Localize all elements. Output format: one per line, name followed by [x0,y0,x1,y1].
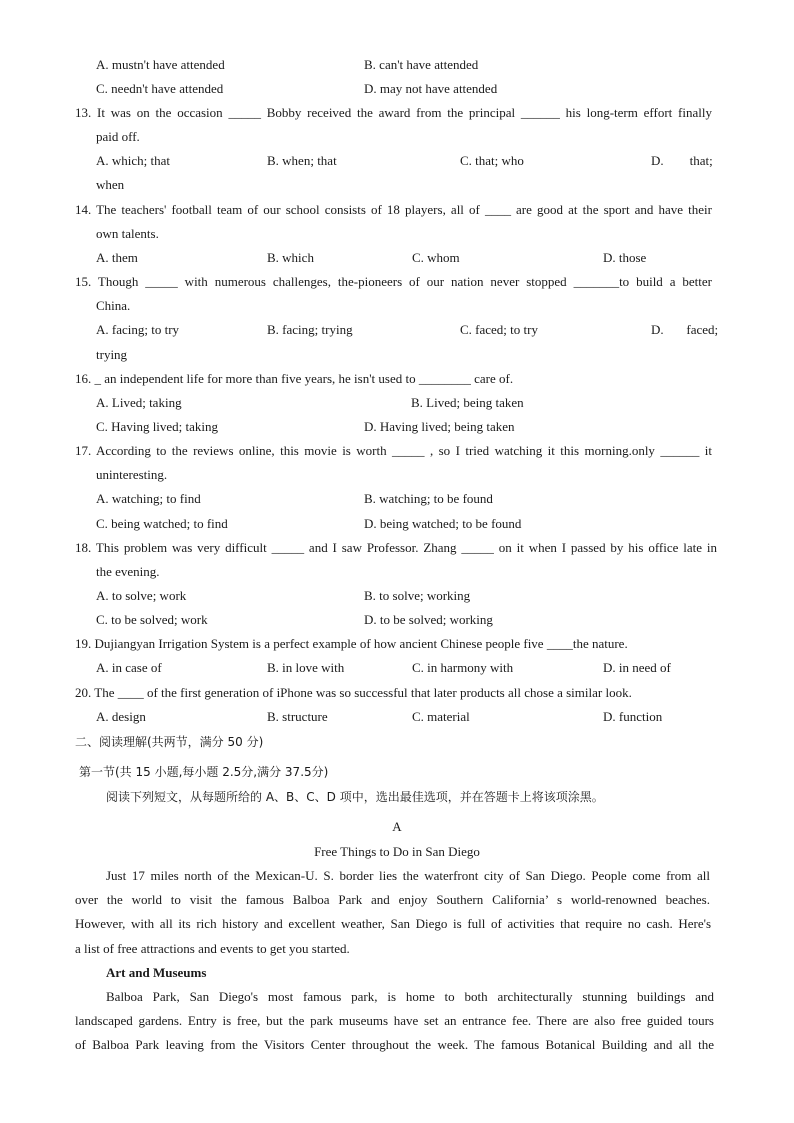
option-b: B. structure [267,709,328,724]
option-b: B. to solve; working [364,588,471,603]
passage-letter: A [392,819,402,834]
option-a: A. facing; to try [96,322,180,337]
option-c: C. being watched; to find [96,516,228,531]
paragraph-line: However, with all its rich history and excellent weather, San Diego is full of activities that require no cash. Here's [75,916,711,931]
option-d: D. to be solved; working [364,612,493,627]
option-d: D. Having lived; being taken [364,419,515,434]
option-a: A. design [96,709,146,724]
option-b: B. which [267,250,314,265]
option-d: D. faced; [651,322,719,337]
question-20-stem: 20. The ____ of the first generation of iPhone was so successful that later products all chose a similar look. [75,685,632,700]
section-heading: 二、阅读理解(共两节，满分 50 分) [75,735,264,749]
option-b: B. can't have attended [364,57,479,72]
option-d: D. that; [651,153,713,168]
paragraph-line: over the world to visit the famous Balboa Park and enjoy Southern California’ s world-renowned beaches. [75,892,710,907]
question-14-stem: 14. The teachers' football team of our school consists of 18 players, all of ____ are good at the sport and have their [75,202,712,217]
paragraph-line: landscaped gardens. Entry is free, but the park museums have set an entrance fee. There are also free guided tours [75,1013,714,1028]
option-b: B. Lived; being taken [411,395,524,410]
question-15-stem-cont: China. [96,298,131,313]
option-d-cont: trying [96,347,128,362]
option-a: A. which; that [96,153,171,168]
question-17-stem: 17. According to the reviews online, this movie is worth _____ , so I tried watching it this morning.only ______ it [75,443,712,458]
option-a: A. them [96,250,138,265]
paragraph-line: Just 17 miles north of the Mexican-U. S. border lies the waterfront city of San Diego. People come from all [106,868,710,883]
option-c: C. faced; to try [460,322,538,337]
question-17-stem-cont: uninteresting. [96,467,168,482]
option-c: C. material [412,709,470,724]
question-18-stem: 18. This problem was very difficult _____ and I saw Professor. Zhang _____ on it when I passed by his office late in [75,540,717,555]
section-subheading: Art and Museums [106,965,207,980]
paragraph-line: of Balboa Park leaving from the Visitors Center throughout the week. The famous Botanical Building and all the [75,1037,714,1052]
option-d: D. being watched; to be found [364,516,522,531]
option-a: A. in case of [96,660,162,675]
option-b: B. when; that [267,153,337,168]
option-c: C. whom [412,250,460,265]
instruction-text: 阅读下列短文，从每题所给的 A、B、C、D 项中，选出最佳选项，并在答题卡上将该项涂黑。 [106,790,604,804]
paragraph-line: a list of free attractions and events to get you started. [75,941,350,956]
part-heading: 第一节(共 15 小题,每小题 2.5分,满分 37.5分) [79,765,329,779]
paragraph-line: Balboa Park, San Diego's most famous park, is home to both architecturally stunning buildings and [106,989,714,1004]
option-d-cont: when [96,177,125,192]
question-19-stem: 19. Dujiangyan Irrigation System is a perfect example of how ancient Chinese people five ____the nature. [75,636,628,651]
option-b: B. facing; trying [267,322,353,337]
option-a: A. Lived; taking [96,395,182,410]
option-a: A. watching; to find [96,491,201,506]
question-16-stem: 16. _ an independent life for more than five years, he isn't used to ________ care of. [75,371,514,386]
question-13-stem: 13. It was on the occasion _____ Bobby received the award from the principal ______ his long-term effort finally [75,105,712,120]
option-b: B. in love with [267,660,345,675]
option-d: D. may not have attended [364,81,498,96]
option-c: C. to be solved; work [96,612,208,627]
question-18-stem-cont: the evening. [96,564,160,579]
option-c: C. needn't have attended [96,81,224,96]
option-c: C. that; who [460,153,524,168]
option-d: D. those [603,250,647,265]
option-a: A. mustn't have attended [96,57,225,72]
option-b: B. watching; to be found [364,491,493,506]
question-13-stem-cont: paid off. [96,129,140,144]
option-a: A. to solve; work [96,588,187,603]
question-14-stem-cont: own talents. [96,226,159,241]
option-d: D. function [603,709,663,724]
option-c: C. Having lived; taking [96,419,219,434]
question-15-stem: 15. Though _____ with numerous challenges, the-pioneers of our nation never stopped _______to build a better [75,274,712,289]
option-c: C. in harmony with [412,660,514,675]
option-d: D. in need of [603,660,671,675]
passage-title: Free Things to Do in San Diego [314,844,480,859]
